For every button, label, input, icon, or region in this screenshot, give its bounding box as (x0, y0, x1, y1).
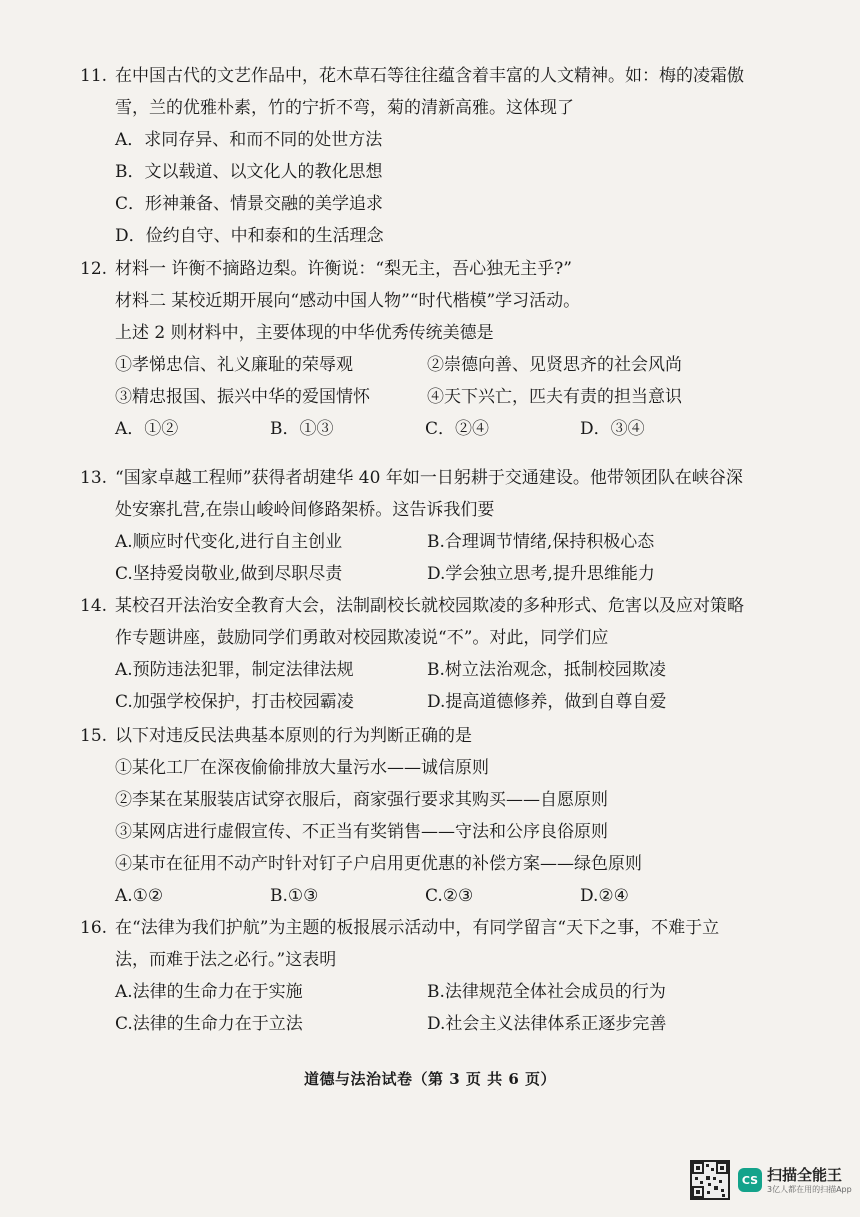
option-a[interactable]: A.①② (115, 886, 164, 906)
option-a[interactable]: A.预防违法犯罪，制定法律法规 (115, 660, 354, 680)
option-a[interactable]: A.法律的生命力在于实施 (115, 982, 303, 1002)
question-number: 13. (80, 468, 108, 488)
option-c[interactable]: C．形神兼备、情景交融的美学追求 (115, 194, 384, 214)
question-13 (80, 462, 760, 590)
question-stem-line-1: 在“法律为我们护航”为主题的板报展示活动中，有同学留言“天下之事，不难于立 (115, 918, 720, 938)
question-stem-line-1: 某校召开法治安全教育大会，法制副校长就校园欺凌的多种形式、危害以及应对策略 (115, 596, 744, 616)
option-d[interactable]: D.社会主义法律体系正逐步完善 (427, 1014, 667, 1034)
option-d[interactable]: D.学会独立思考,提升思维能力 (427, 564, 655, 584)
statement-3: ③精忠报国、振兴中华的爱国情怀 (115, 387, 370, 407)
option-b[interactable]: B．①③ (270, 419, 334, 439)
question-number: 12. (80, 259, 108, 279)
scanner-watermark (690, 1160, 852, 1200)
option-b[interactable]: B．文以载道、以文化人的教化思想 (115, 162, 383, 182)
material-one: 材料一 许衡不摘路边梨。许衡说：“梨无主，吾心独无主乎?” (115, 259, 572, 279)
statement-2: ②崇德向善、见贤思齐的社会风尚 (427, 355, 682, 375)
option-c[interactable]: C.法律的生命力在于立法 (115, 1014, 303, 1034)
question-number: 16. (80, 918, 108, 938)
question-number: 14. (80, 596, 108, 616)
question-number: 11. (80, 66, 108, 86)
question-stem-line-1: 在中国古代的文艺作品中，花木草石等往往蕴含着丰富的人文精神。如：梅的凌霜傲 (115, 66, 744, 86)
page-footer: 道德与法治试卷（第 3 页 共 6 页） (304, 1070, 556, 1088)
option-d[interactable]: D.提高道德修养，做到自尊自爱 (427, 692, 667, 712)
question-stem-line-2: 雪，兰的优雅朴素，竹的宁折不弯，菊的清新高雅。这体现了 (115, 98, 574, 118)
option-b[interactable]: B.合理调节情绪,保持积极心态 (427, 532, 655, 552)
question-stem: 以下对违反民法典基本原则的行为判断正确的是 (115, 726, 472, 746)
option-a[interactable]: A．①② (115, 419, 179, 439)
option-c[interactable]: C．②④ (425, 419, 490, 439)
question-14 (80, 590, 760, 718)
statement-2: ②李某在某服装店试穿衣服后，商家强行要求其购买——自愿原则 (115, 790, 608, 810)
question-number: 15. (80, 726, 108, 746)
question-16 (80, 912, 760, 1040)
question-15 (80, 720, 760, 912)
question-stem: 上述 2 则材料中，主要体现的中华优秀传统美德是 (115, 323, 494, 343)
material-two: 材料二 某校近期开展向“感动中国人物”“时代楷模”学习活动。 (115, 291, 581, 311)
question-stem-line-2: 法，而难于法之必行。”这表明 (115, 950, 337, 970)
statement-4: ④某市在征用不动产时针对钉子户启用更优惠的补偿方案——绿色原则 (115, 854, 642, 874)
option-b[interactable]: B.树立法治观念，抵制校园欺凌 (427, 660, 666, 680)
camscanner-logo-icon: CS (738, 1168, 762, 1192)
option-c[interactable]: C.坚持爱岗敬业,做到尽职尽责 (115, 564, 343, 584)
qr-code-icon (690, 1160, 730, 1200)
option-d[interactable]: D.②④ (580, 886, 629, 906)
question-12 (80, 253, 760, 445)
option-a[interactable]: A.顺应时代变化,进行自主创业 (115, 532, 343, 552)
option-b[interactable]: B.①③ (270, 886, 319, 906)
option-c[interactable]: C.加强学校保护，打击校园霸凌 (115, 692, 354, 712)
statement-4: ④天下兴亡，匹夫有责的担当意识 (427, 387, 682, 407)
scanner-app-tagline: 3亿人都在用的扫描App (767, 1184, 852, 1194)
question-stem-line-1: “国家卓越工程师”获得者胡建华 40 年如一日躬耕于交通建设。他带领团队在峡谷深 (115, 468, 743, 488)
statement-1: ①孝悌忠信、礼义廉耻的荣辱观 (115, 355, 353, 375)
statement-1: ①某化工厂在深夜偷偷排放大量污水——诚信原则 (115, 758, 489, 778)
statement-3: ③某网店进行虚假宣传、不正当有奖销售——守法和公序良俗原则 (115, 822, 608, 842)
question-stem-line-2: 处安寨扎营,在崇山峻岭间修路架桥。这告诉我们要 (115, 500, 495, 520)
option-d[interactable]: D．③④ (580, 419, 645, 439)
question-stem-line-2: 作专题讲座，鼓励同学们勇敢对校园欺凌说“不”。对此，同学们应 (115, 628, 609, 648)
option-a[interactable]: A．求同存异、和而不同的处世方法 (115, 130, 383, 150)
option-d[interactable]: D．俭约自守、中和泰和的生活理念 (115, 226, 384, 246)
question-11 (80, 60, 760, 252)
option-b[interactable]: B.法律规范全体社会成员的行为 (427, 982, 666, 1002)
scanner-app-name: 扫描全能王 (767, 1165, 843, 1184)
option-c[interactable]: C.②③ (425, 886, 474, 906)
